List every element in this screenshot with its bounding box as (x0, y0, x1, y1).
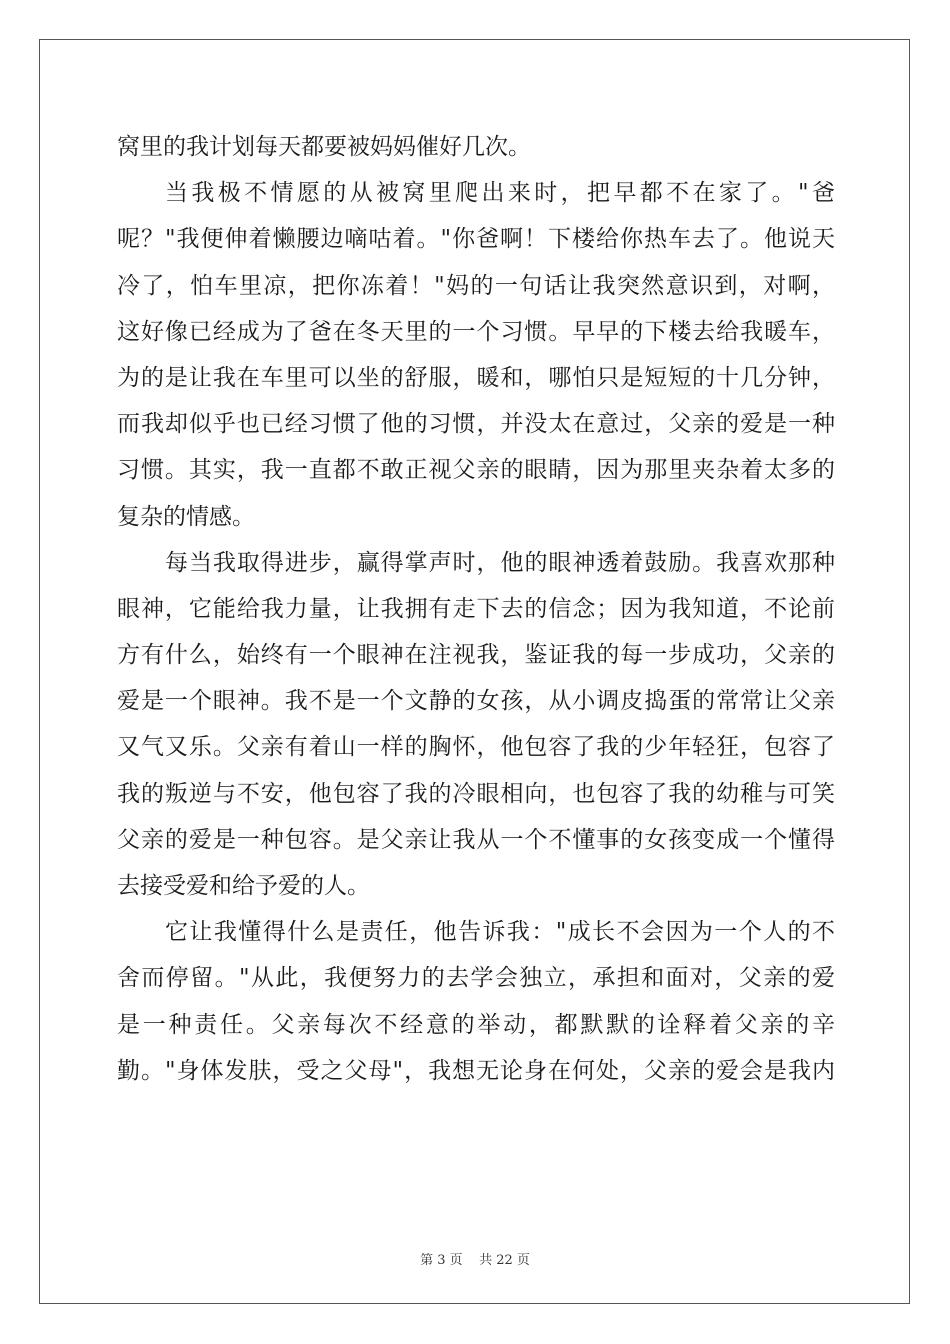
text-line: 去接受爱和给予爱的人。 (117, 873, 370, 899)
text-line: 而我却似乎也已经习惯了他的习惯，并没太在意过，父亲的爱是一种 (117, 411, 835, 438)
text-line: 舍而停留。"从此，我便努力的去学会独立，承担和面对，父亲的爱 (117, 965, 835, 992)
text-line: 呢？"我便伸着懒腰边嘀咕着。"你爸啊！下楼给你热车去了。他说天 (117, 226, 835, 253)
text-line: 复杂的情感。 (117, 503, 255, 530)
text-line: 我的叛逆与不安，他包容了我的冷眼相向，也包容了我的幼稚与可笑 (117, 780, 835, 807)
text-line: 这好像已经成为了爸在冬天里的一个习惯。早早的下楼去给我暖车， (117, 318, 835, 345)
text-line: 父亲的爱是一种包容。是父亲让我从一个不懂事的女孩变成一个懂得 (117, 826, 835, 853)
text-line: 每当我取得进步，赢得掌声时，他的眼神透着鼓励。我喜欢那种 (165, 549, 835, 576)
page-number-footer: 第 3 页 共 22 页 (420, 1253, 530, 1268)
text-line: 勤。"身体发肤，受之父母"，我想无论身在何处，父亲的爱会是我内 (117, 1057, 835, 1084)
text-line: 为的是让我在车里可以坐的舒服，暖和，哪怕只是短短的十几分钟， (117, 364, 835, 391)
text-line: 习惯。其实，我一直都不敢正视父亲的眼睛，因为那里夹杂着太多的 (117, 457, 835, 484)
text-line: 又气又乐。父亲有着山一样的胸怀，他包容了我的少年轻狂，包容了 (117, 734, 835, 761)
text-line: 当我极不情愿的从被窝里爬出来时，把早都不在家了。"爸 (165, 180, 835, 207)
text-line: 冷了，怕车里凉，把你冻着！"妈的一句话让我突然意识到，对啊， (117, 272, 835, 299)
text-line: 眼神，它能给我力量，让我拥有走下去的信念；因为我知道，不论前 (117, 595, 835, 622)
text-line: 方有什么，始终有一个眼神在注视我，鉴证我的每一步成功，父亲的 (117, 642, 835, 669)
document-body (117, 124, 835, 1094)
text-line: 窝里的我计划每天都要被妈妈催好几次。 (117, 134, 531, 160)
text-line: 爱是一个眼神。我不是一个文静的女孩，从小调皮捣蛋的常常让父亲 (117, 688, 835, 715)
text-line: 是一种责任。父亲每次不经意的举动，都默默的诠释着父亲的辛 (117, 1011, 835, 1038)
text-line: 它让我懂得什么是责任，他告诉我："成长不会因为一个人的不 (165, 919, 835, 946)
